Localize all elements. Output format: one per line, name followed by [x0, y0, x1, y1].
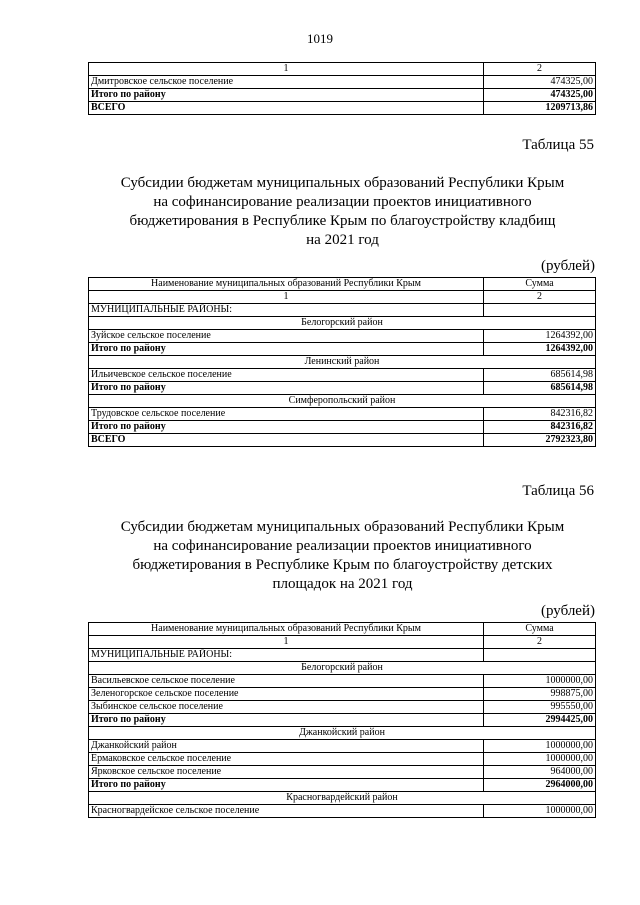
page-number: 1019 — [307, 31, 333, 46]
total-row — [89, 434, 596, 447]
row-sum: 685614,98 — [484, 369, 596, 382]
row-name: Итого по району — [89, 421, 484, 434]
row-name: ВСЕГО — [89, 102, 484, 115]
row-sum — [484, 649, 596, 662]
caption-line: Субсидии бюджетам муниципальных образований Республики Крым — [120, 175, 565, 191]
continued-table — [88, 62, 596, 115]
table-row — [89, 805, 596, 818]
row-sum: 685614,98 — [484, 382, 596, 395]
column-number-row — [89, 291, 596, 304]
header-row — [89, 278, 596, 291]
row-sum: 995550,00 — [484, 701, 596, 714]
table-row — [89, 701, 596, 714]
row-sum: 2964000,00 — [484, 779, 596, 792]
column-number-1: 1 — [89, 636, 484, 649]
row-sum: 2792323,80 — [484, 434, 596, 447]
caption-line: бюджетирования в Республике Крым по благоустройству детских — [132, 557, 553, 573]
caption-line: на 2021 год — [306, 232, 379, 248]
table-row — [89, 369, 596, 382]
row-name: Ермаковское сельское поселение — [89, 753, 484, 766]
district-name: Симферопольский район — [89, 395, 596, 408]
row-sum: 2994425,00 — [484, 714, 596, 727]
row-sum: 1000000,00 — [484, 675, 596, 688]
total-row — [89, 714, 596, 727]
header-name: Наименование муниципальных образований Республики Крым — [89, 278, 484, 291]
column-number-1: 1 — [89, 63, 484, 76]
header-sum: Сумма — [484, 278, 596, 291]
row-sum: 1000000,00 — [484, 753, 596, 766]
column-number-row — [89, 63, 596, 76]
row-name: Итого по району — [89, 779, 484, 792]
district-name: Ленинский район — [89, 356, 596, 369]
row-name: Трудовское сельское поселение — [89, 408, 484, 421]
table-55-body — [89, 304, 596, 447]
table-55-caption — [90, 174, 595, 250]
district-row — [89, 317, 596, 330]
column-number-2: 2 — [484, 291, 596, 304]
table-row — [89, 330, 596, 343]
header-sum: Сумма — [484, 623, 596, 636]
district-name: Белогорский район — [89, 317, 596, 330]
district-row — [89, 662, 596, 675]
district-name: Джанкойский район — [89, 727, 596, 740]
row-sum: 1000000,00 — [484, 740, 596, 753]
row-sum: 1264392,00 — [484, 330, 596, 343]
total-row — [89, 382, 596, 395]
column-number-2: 2 — [484, 63, 596, 76]
table-row — [89, 740, 596, 753]
table-56-number: Таблица 56 — [522, 483, 594, 499]
header-name: Наименование муниципальных образований Республики Крым — [89, 623, 484, 636]
caption-line: на софинансирование реализации проектов инициативного — [153, 194, 532, 210]
table-55-number: Таблица 55 — [522, 137, 594, 153]
district-row — [89, 356, 596, 369]
row-name: Итого по району — [89, 343, 484, 356]
row-sum: 842316,82 — [484, 408, 596, 421]
section-row — [89, 649, 596, 662]
row-sum: 474325,00 — [484, 76, 596, 89]
table-55-unit: (рублей) — [540, 258, 595, 274]
total-row — [89, 779, 596, 792]
column-number-2: 2 — [484, 636, 596, 649]
row-sum: 842316,82 — [484, 421, 596, 434]
table-row — [89, 688, 596, 701]
row-name: Дмитровское сельское поселение — [89, 76, 484, 89]
table-56-caption — [90, 518, 595, 594]
row-name: ВСЕГО — [89, 434, 484, 447]
row-name: МУНИЦИПАЛЬНЫЕ РАЙОНЫ: — [89, 304, 484, 317]
row-sum: 1000000,00 — [484, 805, 596, 818]
table-row — [89, 408, 596, 421]
caption-line: Субсидии бюджетам муниципальных образований Республики Крым — [120, 519, 565, 535]
row-sum: 998875,00 — [484, 688, 596, 701]
district-name: Красногвардейский район — [89, 792, 596, 805]
column-number-1: 1 — [89, 291, 484, 304]
column-number-row — [89, 636, 596, 649]
district-row — [89, 792, 596, 805]
row-name: Ильичевское сельское поселение — [89, 369, 484, 382]
caption-line: бюджетирования в Республике Крым по благоустройству кладбищ — [129, 213, 556, 229]
continued-table-body — [89, 76, 596, 115]
total-row — [89, 421, 596, 434]
row-name: Итого по району — [89, 89, 484, 102]
total-row — [89, 89, 596, 102]
row-name: Итого по району — [89, 382, 484, 395]
row-name: МУНИЦИПАЛЬНЫЕ РАЙОНЫ: — [89, 649, 484, 662]
district-row — [89, 395, 596, 408]
total-row — [89, 102, 596, 115]
row-sum: 964000,00 — [484, 766, 596, 779]
row-sum: 1264392,00 — [484, 343, 596, 356]
table-row — [89, 766, 596, 779]
row-name: Итого по району — [89, 714, 484, 727]
section-row — [89, 304, 596, 317]
table-row — [89, 753, 596, 766]
row-sum: 474325,00 — [484, 89, 596, 102]
caption-line: на софинансирование реализации проектов инициативного — [153, 538, 532, 554]
table-56 — [88, 622, 596, 818]
row-sum — [484, 304, 596, 317]
header-row — [89, 623, 596, 636]
table-55 — [88, 277, 596, 447]
row-name: Ярковское сельское поселение — [89, 766, 484, 779]
row-name: Зыбинское сельское поселение — [89, 701, 484, 714]
table-56-unit: (рублей) — [540, 603, 595, 619]
total-row — [89, 343, 596, 356]
row-name: Джанкойский район — [89, 740, 484, 753]
district-name: Белогорский район — [89, 662, 596, 675]
row-name: Зуйское сельское поселение — [89, 330, 484, 343]
table-56-body — [89, 649, 596, 818]
district-row — [89, 727, 596, 740]
row-sum: 1209713,86 — [484, 102, 596, 115]
table-row — [89, 675, 596, 688]
table-row — [89, 76, 596, 89]
row-name: Красногвардейское сельское поселение — [89, 805, 484, 818]
row-name: Зеленогорское сельское поселение — [89, 688, 484, 701]
row-name: Васильевское сельское поселение — [89, 675, 484, 688]
caption-line: площадок на 2021 год — [272, 576, 413, 592]
